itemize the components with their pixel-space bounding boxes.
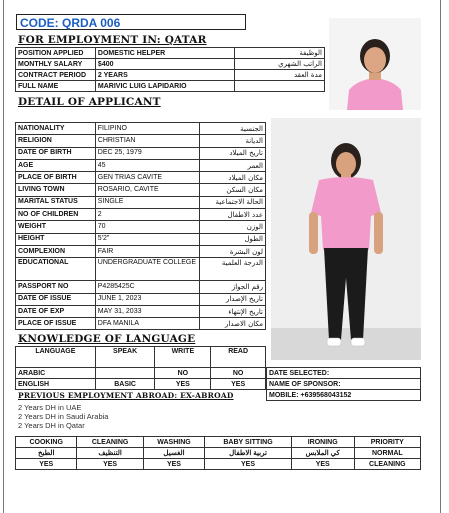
detail-arabic: تاريخ الإنتهاء [200,305,266,317]
skill-name: WASHING [143,437,204,448]
detail-row [16,245,266,257]
detail-arabic: الجنسية [200,123,266,135]
job-table [15,47,325,92]
detail-arabic: رقم الجواز [200,281,266,293]
detail-value: DEC 25, 1979 [95,147,199,159]
skill-arabic: NORMAL [354,448,420,459]
detail-value: FAIR [95,245,199,257]
language-write: YES [155,379,211,390]
detail-value: 2 [95,209,199,221]
detail-row [16,305,266,317]
detail-value: UNDERGRADUATE COLLEGE [95,258,199,281]
detail-row [16,258,266,281]
sponsor-info [266,367,421,401]
job-arabic: مدة العقد [235,70,325,81]
language-header-language: LANGUAGE [16,347,96,368]
language-heading: KNOWLEDGE OF LANGUAGE [18,333,196,345]
detail-label: LIVING TOWN [16,184,96,196]
detail-value: FILIPINO [95,123,199,135]
detail-arabic: تاريخ الإصدار [200,293,266,305]
sponsor-label: NAME OF SPONSOR: [267,379,421,390]
job-arabic: الراتب الشهري [235,59,325,70]
detail-label: NATIONALITY [16,123,96,135]
job-value: 2 YEARS [95,70,235,81]
detail-label: DATE OF BIRTH [16,147,96,159]
detail-row [16,159,266,171]
detail-row [16,135,266,147]
detail-value: ROSARIO, CAVITE [95,184,199,196]
detail-value: SINGLE [95,196,199,208]
detail-value: 5'2" [95,233,199,245]
skill-arabic: كي الملابس [291,448,354,459]
language-row [16,368,266,379]
skill-value: YES [205,459,292,470]
detail-row [16,172,266,184]
skill-arabic: تربية الاطفال [205,448,292,459]
detail-row [16,233,266,245]
detail-value: 45 [95,159,199,171]
skill-arabic: التنظيف [77,448,143,459]
skill-name: IRONING [291,437,354,448]
detail-label: AGE [16,159,96,171]
details-table [15,122,266,330]
detail-arabic: لون البشرة [200,245,266,257]
detail-label: EDUCATIONAL [16,258,96,281]
applicant-code: CODE: QRDA 006 [16,14,246,30]
biodata-page [3,0,441,513]
job-row [16,81,325,92]
detail-row [16,123,266,135]
skills-table [15,436,421,470]
detail-label: MARITAL STATUS [16,196,96,208]
detail-value: DFA MANILA [95,318,199,330]
language-read: NO [211,368,266,379]
job-arabic: الوظيفة [235,48,325,59]
detail-label: PASSPORT NO [16,281,96,293]
language-header-read: READ [211,347,266,368]
detail-row [16,196,266,208]
language-name: ARABIC [16,368,96,379]
detail-arabic: عدد الاطفال [200,209,266,221]
job-label: FULL NAME [16,81,96,92]
language-header-write: WRITE [155,347,211,368]
full-body-photo [271,118,421,360]
detail-row [16,293,266,305]
detail-label: WEIGHT [16,221,96,233]
skill-arabic: الغسيل [143,448,204,459]
detail-row [16,221,266,233]
job-arabic [235,81,325,92]
skill-name: CLEANING [77,437,143,448]
language-speak: BASIC [95,379,155,390]
detail-arabic: الحالة الاجتماعية [200,196,266,208]
job-label: CONTRACT PERIOD [16,70,96,81]
language-header-speak: SPEAK [95,347,155,368]
experience-list [18,403,258,430]
skill-value: YES [143,459,204,470]
employment-heading: FOR EMPLOYMENT IN: QATAR [18,34,207,46]
detail-label: DATE OF ISSUE [16,293,96,305]
experience-item: 2 Years DH in Qatar [18,421,85,430]
detail-arabic: الطول [200,233,266,245]
detail-label: DATE OF EXP [16,305,96,317]
detail-row [16,318,266,330]
date-selected-label: DATE SELECTED: [267,368,421,379]
detail-arabic: الوزن [200,221,266,233]
language-write: NO [155,368,211,379]
detail-arabic: تاريخ الميلاد [200,147,266,159]
detail-value: GEN TRIAS CAVITE [95,172,199,184]
detail-value: 70 [95,221,199,233]
skill-value: YES [16,459,77,470]
detail-row [16,281,266,293]
job-label: POSITION APPLIED [16,48,96,59]
skill-name: PRIORITY [354,437,420,448]
job-row [16,59,325,70]
skill-name: BABY SITTING [205,437,292,448]
job-value: DOMESTIC HELPER [95,48,235,59]
language-row [16,379,266,390]
detail-row [16,209,266,221]
language-speak [95,368,155,379]
detail-label: PLACE OF BIRTH [16,172,96,184]
experience-item: 2 Years DH in Saudi Arabia [18,412,109,421]
detail-label: HEIGHT [16,233,96,245]
detail-arabic: العمر [200,159,266,171]
job-value: $400 [95,59,235,70]
detail-label: RELIGION [16,135,96,147]
language-read: YES [211,379,266,390]
skill-value: YES [291,459,354,470]
skill-name: COOKING [16,437,77,448]
job-row [16,70,325,81]
mobile-number: MOBILE: +639568043152 [267,390,421,401]
language-name: ENGLISH [16,379,96,390]
job-row [16,48,325,59]
portrait-photo [329,18,421,110]
detail-heading: DETAIL OF APPLICANT [18,96,161,108]
detail-arabic: الديانة [200,135,266,147]
detail-arabic: مكان الاصدار [200,318,266,330]
detail-value: P4285425C [95,281,199,293]
language-table [15,346,266,390]
detail-label: PLACE OF ISSUE [16,318,96,330]
job-label: MONTHLY SALARY [16,59,96,70]
detail-value: CHRISTIAN [95,135,199,147]
detail-value: JUNE 1, 2023 [95,293,199,305]
detail-row [16,147,266,159]
skill-arabic: الطبخ [16,448,77,459]
detail-arabic: الدرجة العلمية [200,258,266,281]
detail-arabic: مكان السكن [200,184,266,196]
detail-label: COMPLEXION [16,245,96,257]
detail-value: MAY 31, 2033 [95,305,199,317]
detail-label: NO OF CHILDREN [16,209,96,221]
experience-item: 2 Years DH in UAE [18,403,82,412]
detail-arabic: مكان الميلاد [200,172,266,184]
detail-row [16,184,266,196]
job-value: MARIVIC LUIG LAPIDARIO [95,81,235,92]
skill-value: CLEANING [354,459,420,470]
experience-heading: PREVIOUS EMPLOYMENT ABROAD: EX-ABROAD [18,391,234,400]
skill-value: YES [77,459,143,470]
